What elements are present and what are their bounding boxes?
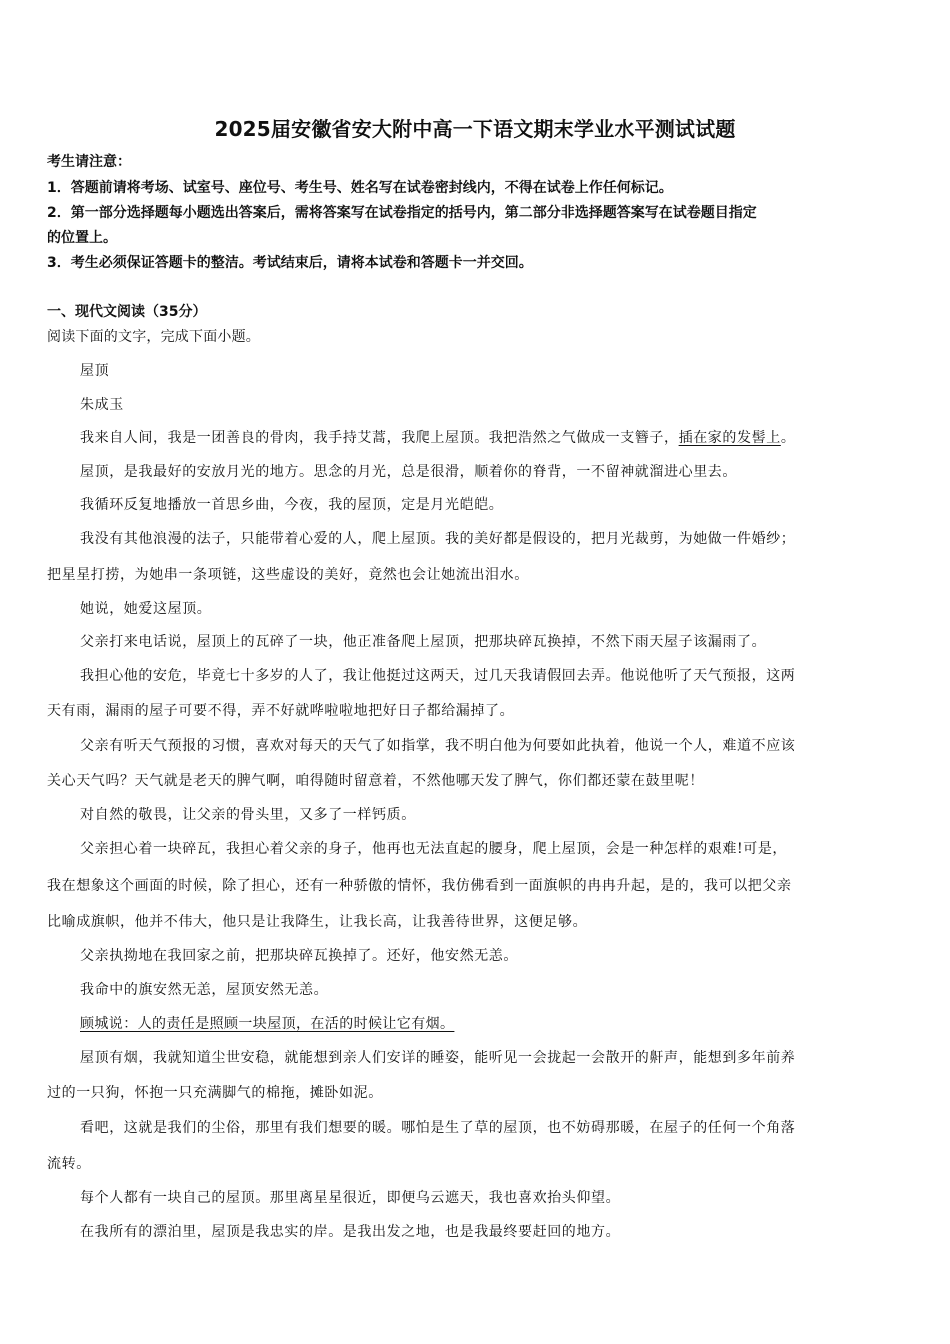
gu-cheng-quote: 顾城说：人的责任是照顾一块屋顶，在活的时候让它有烟。	[80, 1016, 455, 1032]
underlined-phrase: 插在家的发髻上	[678, 430, 781, 446]
exam-title: 2025届安徽省安大附中高一下语文期末学业水平测试试题	[214, 117, 736, 141]
article-author: 朱成玉	[80, 397, 124, 413]
paragraph-14-line-1: 屋顶有烟，我就知道尘世安稳，就能想到亲人们安详的睡姿，能听见一会拢起一会散开的鼾声，能想到多年前养	[80, 1050, 796, 1066]
paragraph-4-line-1: 我没有其他浪漫的法子，只能带着心爱的人，爬上屋顶。我的美好都是假设的，把月光裁剪，为她做一件婚纱；	[80, 531, 796, 547]
paragraph-7-line-1: 我担心他的安危，毕竟七十多岁的人了，我让他挺过这两天，过几天我请假回去弄。他说他听了天气预报，这两	[80, 668, 796, 684]
paragraph-9: 对自然的敬畏，让父亲的骨头里，又多了一样钙质。	[80, 807, 416, 823]
notice-heading: 考生请注意：	[47, 154, 131, 170]
article-title: 屋顶	[80, 363, 110, 379]
paragraph-8-line-2: 关心天气吗？天气就是老天的脾气啊，咱得随时留意着，不然他哪天发了脾气，你们都还蒙在鼓里呢！	[47, 773, 704, 789]
paragraph-1-end: 。	[780, 430, 796, 446]
paragraph-12: 我命中的旗安然无恙，屋顶安然无恙。	[80, 982, 329, 998]
paragraph-10-line-3: 比喻成旗帜，他并不伟大，他只是让我降生，让我长高，让我善待世界，这便足够。	[47, 914, 588, 930]
paragraph-14-line-2: 过的一只狗，怀抱一只充满脚气的棉拖，摊卧如泥。	[47, 1085, 383, 1101]
section-heading: 一、现代文阅读（35分）	[47, 304, 207, 320]
paragraph-15-line-2: 流转。	[47, 1156, 91, 1172]
notice-item-2a: 2．第一部分选择题每小题选出答案后，需将答案写在试卷指定的括号内，第二部分非选择题答案写在试卷题目指定	[47, 205, 757, 221]
paragraph-4-line-2: 把星星打捞，为她串一条项链，这些虚设的美好，竟然也会让她流出泪水。	[47, 567, 529, 583]
paragraph-15-line-1: 看吧，这就是我们的尘俗，那里有我们想要的暖。哪怕是生了草的屋顶，也不妨碍那暖，在屋子的任何一个角落	[80, 1120, 796, 1136]
paragraph-5: 她说，她爱这屋顶。	[80, 601, 212, 617]
paragraph-1-text: 我来自人间，我是一团善良的骨肉，我手持艾蒿，我爬上屋顶。我把浩然之气做成一支簪子，	[80, 430, 679, 446]
paragraph-6: 父亲打来电话说，屋顶上的瓦碎了一块，他正准备爬上屋顶，把那块碎瓦换掉，不然下雨天屋子该漏雨了。	[80, 634, 767, 650]
paragraph-8-line-1: 父亲有听天气预报的习惯，喜欢对每天的天气了如指掌，我不明白他为何要如此执着，他说一个人，难道不应该	[80, 738, 796, 754]
paragraph-3: 我循环反复地播放一首思乡曲，今夜，我的屋顶，定是月光皑皑。	[80, 497, 504, 513]
section-instruction: 阅读下面的文字，完成下面小题。	[47, 329, 260, 345]
paragraph-2: 屋顶，是我最好的安放月光的地方。思念的月光，总是很滑，顺着你的脊背，一不留神就溜进心里去。	[80, 464, 737, 480]
paragraph-16: 每个人都有一块自己的屋顶。那里离星星很近，即便乌云遮天，我也喜欢抬头仰望。	[80, 1190, 621, 1206]
paragraph-10-line-1: 父亲担心着一块碎瓦，我担心着父亲的身子，他再也无法直起的腰身，爬上屋顶，会是一种怎样的艰难!可是，	[80, 841, 788, 857]
paragraph-7-line-2: 天有雨，漏雨的屋子可要不得，弄不好就哗啦啦地把好日子都给漏掉了。	[47, 703, 515, 719]
paragraph-11: 父亲执拗地在我回家之前，把那块碎瓦换掉了。还好，他安然无恙。	[80, 948, 518, 964]
paragraph-1	[80, 427, 795, 447]
paragraph-10-line-2: 我在想象这个画面的时候，除了担心，还有一种骄傲的情怀，我仿佛看到一面旗帜的冉冉升起，是的，我可以把父亲	[47, 878, 792, 894]
notice-item-3: 3．考生必须保证答题卡的整洁。考试结束后，请将本试卷和答题卡一并交回。	[47, 255, 533, 271]
notice-item-2b: 的位置上。	[47, 230, 117, 246]
paragraph-17: 在我所有的漂泊里，屋顶是我忠实的岸。是我出发之地，也是我最终要赶回的地方。	[80, 1224, 621, 1240]
notice-item-1: 1．答题前请将考场、试室号、座位号、考生号、姓名写在试卷密封线内，不得在试卷上作任何标记。	[47, 180, 673, 196]
